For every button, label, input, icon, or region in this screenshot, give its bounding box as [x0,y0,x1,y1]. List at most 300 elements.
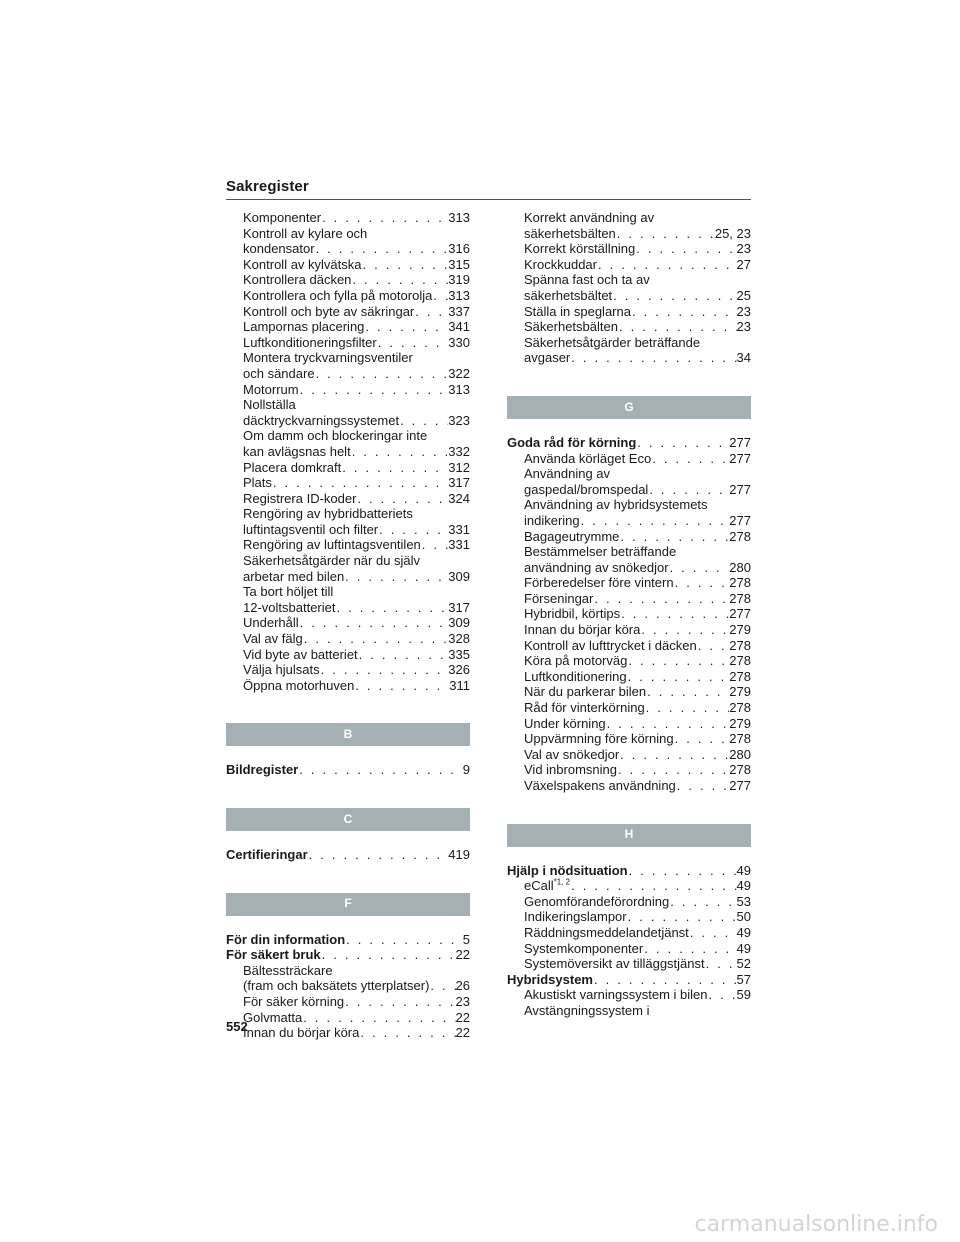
index-subentry [507,684,751,700]
leader-dots [298,762,463,778]
entry-page-ref[interactable]: 311 [449,677,470,693]
entry-label-text: Korrekt körställning [524,241,636,257]
entry-label-text: Kontroll och byte av säkringar [243,303,415,319]
entry-label-text: Korrekt användning av [524,210,655,225]
entry-label-text: Säkerhetsåtgärder beträffande [524,334,701,350]
entry-page-ref[interactable]: 315 [448,256,470,272]
index-subentry [226,350,470,366]
entry-label-text: Rengöring av luftintagsventilen [243,537,421,553]
leader-dots [597,257,737,273]
leader-dots [321,210,448,226]
index-subentry [226,994,470,1010]
entry-page-ref[interactable]: 57 [736,971,751,987]
entry-label [524,304,631,320]
entry-label [243,382,299,398]
index-subentry [507,731,751,747]
leader-dots [635,241,736,257]
entry-label [524,941,643,957]
entry-label [524,591,593,607]
index-subentry [507,669,751,685]
entry-label [226,762,298,778]
entry-page-ref[interactable]: 277 [729,778,751,793]
index-subentry [226,288,470,304]
entry-label [524,700,645,716]
entry-footnote-marker: *1, 2 [553,877,571,887]
entry-label-text: Indikeringslampor [524,909,627,925]
entry-page-ref[interactable]: 277 [729,606,751,622]
entry-label [524,560,669,576]
entry-page-ref[interactable]: 277 [729,434,751,450]
page-title: Sakregister [226,178,309,195]
entry-label [524,731,674,747]
entry-page-ref[interactable]: 22 [455,947,470,963]
leader-dots [362,257,449,273]
entry-page-ref[interactable]: 22 [455,1009,470,1025]
index-subentry [507,894,751,910]
index-subentry [226,1010,470,1026]
index-subentry [226,241,470,257]
entry-label [524,226,616,242]
entry-label [243,1025,359,1041]
entry-label [243,522,378,538]
entry-label-text: avgaser [524,350,571,366]
entry-label [524,350,570,366]
index-subentry [507,513,751,529]
entry-label-text: däcktryckvarningssystemet [243,412,400,428]
index-subentry [507,529,751,545]
entry-label [226,847,308,863]
entry-label-text: Systemöversikt av tilläggstjänst [524,956,705,972]
index-subentry [507,482,751,498]
index-subentry [507,304,751,320]
entry-page-ref[interactable]: 23 [736,319,751,335]
index-entry [226,947,470,963]
index-subentry [507,778,751,794]
index-subentry [226,397,470,413]
entry-label-text: Luftkonditioneringsfilter [243,334,377,350]
entry-label-text: Innan du börjar köra [243,1025,360,1041]
entry-label [243,631,303,647]
leader-dots [351,444,449,460]
entry-page-ref[interactable]: 341 [448,319,470,335]
leader-dots [299,615,449,631]
index-subentry [226,1025,470,1041]
watermark-text: carmanualsonline.info [694,1212,938,1237]
section-gap [226,831,470,847]
leader-dots [315,366,449,382]
entry-page-ref[interactable]: 324 [448,490,470,506]
leader-dots [669,894,736,910]
leader-dots [364,319,448,335]
entry-page-ref[interactable]: 278 [729,637,751,653]
entry-label [524,257,597,273]
entry-page-ref[interactable]: 278 [729,575,751,591]
entry-page-ref[interactable]: 277 [729,450,751,466]
entry-label [243,994,344,1010]
index-entry [507,863,751,879]
entry-page-ref[interactable]: 331 [448,537,470,553]
index-subentry [226,662,470,678]
entry-label [524,272,650,288]
section-letter-band: C [226,808,470,831]
entry-label [243,491,356,507]
index-subentry [507,716,751,732]
index-subentry [226,678,470,694]
leader-dots [358,647,449,663]
entry-page-ref[interactable]: 316 [448,241,470,257]
entry-label [243,304,414,320]
leader-dots [646,684,729,700]
entry-label [243,350,413,366]
entry-label [243,978,429,994]
leader-dots [344,569,448,585]
leader-dots [351,272,448,288]
index-subentry [226,963,470,979]
index-subentry [507,451,751,467]
index-subentry [507,747,751,763]
entry-page-ref[interactable]: 279 [729,684,751,700]
entry-label-text: Hjälp i nödsituation [507,862,628,878]
entry-label-text: Hybridbil, körtips [524,606,621,622]
entry-label [524,335,700,351]
entry-label [524,497,708,513]
entry-page-ref[interactable]: 5 [462,931,470,947]
entry-label [243,272,351,288]
index-subentry [507,350,751,366]
section-gap [507,794,751,824]
entry-label [243,288,432,304]
entry-label-text: Luftkonditionering [524,668,627,684]
leader-dots [619,529,729,545]
leader-dots [321,947,456,963]
entry-label-text: Säkerhetsbälten [524,319,618,335]
index-subentry [507,335,751,351]
leader-dots [674,575,730,591]
index-subentry [507,653,751,669]
leader-dots [356,491,448,507]
index-subentry [226,257,470,273]
entry-page-ref[interactable]: 27 [736,256,751,272]
entry-label-text: och sändare [243,365,315,381]
leader-dots [580,513,730,529]
entry-page-ref[interactable]: 328 [448,631,470,647]
entry-label [524,987,708,1003]
leader-dots [689,925,737,941]
entry-page-ref[interactable]: 277 [729,512,751,528]
section-letter-band: B [226,723,470,746]
entry-label [524,878,570,894]
entry-label-text: Komponenter [243,210,322,225]
entry-page-ref[interactable]: 25 [736,287,751,303]
index-subentry [226,382,470,398]
index-entry [226,847,470,863]
leader-dots [616,226,715,242]
entry-label-text: Kontrollera och fylla på motorolja [243,287,433,303]
entry-label [243,241,315,257]
entry-label [524,241,635,257]
leader-dots [399,413,448,429]
leader-dots [414,304,448,320]
entry-page-ref[interactable]: 22 [455,1025,470,1041]
index-subentry [226,475,470,491]
index-subentry [507,1003,751,1019]
leader-dots [606,716,730,732]
entry-label-text: Val av snökedjor [524,746,620,762]
entry-page-ref[interactable]: 309 [448,615,470,631]
entry-label-text: Säkerhetsåtgärder när du själv [243,553,421,569]
entry-label [524,762,617,778]
entry-label-text: Placera domkraft [243,459,342,475]
entry-label [507,863,628,879]
entry-page-ref[interactable]: 52 [736,956,751,972]
index-subentry [507,272,751,288]
entry-page-ref[interactable]: 49 [736,878,751,894]
entry-label [524,778,676,794]
entry-label-text: säkerhetsbälten [524,225,616,241]
section-letter-band: F [226,893,470,916]
entry-label-text: Rengöring av hybridbatteriets [243,506,413,522]
entry-label [524,1003,650,1019]
index-subentry [507,544,751,560]
entry-label [243,553,420,569]
leader-dots [643,941,736,957]
entry-label-text: Användning av hybridsystemets [524,497,708,513]
index-subentry [507,210,751,226]
entry-page-ref[interactable]: 313 [448,287,470,303]
entry-label [243,460,341,476]
entry-label [507,435,636,451]
leader-dots [429,978,455,994]
entry-page-ref[interactable]: 319 [448,272,470,288]
entry-page-ref[interactable]: 280 [729,746,751,762]
entry-page-ref[interactable]: 323 [448,412,470,428]
entry-page-ref[interactable]: 331 [448,521,470,537]
leader-dots [648,482,729,498]
leader-dots [320,662,449,678]
entry-label [524,466,610,482]
entry-label [243,428,427,444]
index-subentry [507,257,751,273]
entry-page-ref[interactable]: 317 [448,599,470,615]
leader-dots [421,537,449,553]
index-subentry [226,366,470,382]
entry-label-text: Råd för vinterkörning [524,700,645,716]
entry-page-ref[interactable]: 278 [729,700,751,716]
entry-page-ref[interactable]: 278 [729,653,751,669]
index-entry [226,932,470,948]
section-letter-band: G [507,396,751,419]
entry-page-ref[interactable]: 34 [736,350,751,366]
entry-label-text: Nollställa [243,397,296,413]
leader-dots [627,909,737,925]
leader-dots [570,878,736,894]
entry-page-ref[interactable]: 278 [729,731,751,747]
entry-page-ref[interactable]: 59 [736,987,751,1003]
index-subentry [507,241,751,257]
index-subentry [226,413,470,429]
entry-page-ref[interactable]: 23 [736,303,751,319]
leader-dots [359,1025,455,1041]
entry-label [524,606,620,622]
index-subentry [226,522,470,538]
leader-dots [612,288,736,304]
index-subentry [507,226,751,242]
leader-dots [651,451,729,467]
entry-page-ref[interactable]: 277 [729,481,751,497]
entry-label-text: Val av fälg [243,631,303,647]
entry-label-text: När du parkerar bilen [524,684,647,700]
entry-label [524,894,669,910]
leader-dots [302,1010,455,1026]
page-number: 552 [226,1019,248,1034]
entry-label-text: Ställa in speglarna [524,303,631,319]
entry-label-text: Vid byte av batteriet [243,646,358,662]
entry-label [243,444,351,460]
entry-page-ref[interactable]: 9 [462,762,470,778]
index-subentry [226,335,470,351]
entry-page-ref[interactable]: 332 [448,443,470,459]
entry-page-ref[interactable]: 330 [448,334,470,350]
entry-label [524,482,648,498]
entry-label [243,615,299,631]
entry-label-text: säkerhetsbältet [524,287,613,303]
entry-page-ref[interactable]: 313 [448,381,470,397]
entry-page-ref[interactable]: 278 [729,590,751,606]
leader-dots [619,747,729,763]
index-subentry [507,909,751,925]
entry-page-ref[interactable]: 23 [736,241,751,257]
entry-label [243,584,333,600]
section-gap [507,366,751,396]
entry-label [524,747,619,763]
entry-page-ref[interactable]: 313 [448,210,470,225]
leader-dots [627,653,729,669]
entry-page-ref[interactable]: 280 [729,559,751,575]
entry-label-text: Montera tryckvarningsventiler [243,350,413,366]
index-subentry [507,466,751,482]
index-subentry [226,319,470,335]
entry-page-ref[interactable]: 23 [455,993,470,1009]
index-subentry [226,631,470,647]
entry-page-ref[interactable]: 49 [736,862,751,878]
entry-page-ref[interactable]: 278 [729,668,751,684]
entry-label-text: Spänna fast och ta av [524,272,650,288]
entry-label-text: Använda körläget Eco [524,450,652,466]
leader-dots [299,382,449,398]
entry-label-text: Bildregister [226,762,299,778]
entry-label-text: indikering [524,512,580,528]
entry-label-text: Välja hjulsats [243,662,320,678]
section-letter-band: H [507,824,751,847]
index-subentry [226,304,470,320]
index-subentry [507,878,751,894]
leader-dots [593,591,729,607]
entry-label [243,569,344,585]
leader-dots [308,847,449,863]
leader-dots [570,350,736,366]
index-subentry [507,638,751,654]
entry-page-ref[interactable]: 335 [448,646,470,662]
entry-page-ref[interactable]: 317 [448,475,470,491]
entry-label-text: Bestämmelser beträffande [524,544,677,560]
entry-label [524,575,674,591]
entry-page-ref[interactable]: 309 [448,568,470,584]
entry-label [524,513,580,529]
entry-label [524,288,612,304]
entry-label-text: För din information [226,931,346,947]
index-subentry [226,600,470,616]
entry-page-ref[interactable]: 279 [729,715,751,731]
entry-page-ref[interactable]: 25, 23 [714,225,751,241]
entry-label-text: Krockkuddar [524,256,597,272]
entry-label-text: Kontrollera däcken [243,272,352,288]
entry-page-ref[interactable]: 322 [448,365,470,381]
entry-label [226,947,321,963]
entry-label [226,932,345,948]
leader-dots [272,475,448,491]
entry-label-text: Räddningsmeddelandetjänst [524,924,689,940]
entry-label [524,544,676,560]
entry-page-ref[interactable]: 312 [448,459,470,475]
entry-page-ref[interactable]: 337 [448,303,470,319]
leader-dots [344,994,455,1010]
index-subentry [507,591,751,607]
leader-dots [345,932,463,948]
entry-label [524,653,627,669]
entry-page-ref[interactable]: 49 [736,924,751,940]
entry-page-ref[interactable]: 279 [729,622,751,638]
entry-page-ref[interactable]: 419 [448,847,470,862]
entry-page-ref[interactable]: 50 [736,909,751,925]
entry-label-text: luftintagsventil och filter [243,521,379,537]
entry-label [243,647,358,663]
entry-label-text: Under körning [524,715,606,731]
entry-label-text: Systemkomponenter [524,940,644,956]
entry-label [507,972,593,988]
entry-label-text: Köra på motorväg [524,653,628,669]
leader-dots [631,304,737,320]
index-column-left [226,210,470,1041]
entry-page-ref[interactable]: 326 [448,662,470,678]
entry-label-text: Innan du börjar köra [524,622,641,638]
leader-dots [674,731,730,747]
entry-label-text: Underhåll [243,615,299,631]
entry-label [243,506,413,522]
leader-dots [620,606,729,622]
index-column-right [507,210,751,1019]
index-subentry [226,444,470,460]
entry-page-ref[interactable]: 278 [729,762,751,778]
entry-page-ref[interactable]: 278 [729,528,751,544]
index-subentry [507,622,751,638]
entry-label [243,600,336,616]
entry-label-text: Akustiskt varningssystem i bilen [524,987,708,1003]
leader-dots [676,778,730,794]
entry-label-text: Lampornas placering [243,319,365,335]
leader-dots [377,335,449,351]
leader-dots [617,762,729,778]
entry-page-ref[interactable]: 53 [736,893,751,909]
leader-dots [628,863,737,879]
entry-label [243,537,421,553]
entry-label-text: Kontroll av lufttrycket i däcken [524,637,697,653]
entry-label-text: Golvmatta [243,1009,303,1025]
entry-label [524,716,606,732]
index-subentry [226,210,470,226]
entry-page-ref[interactable]: 26 [455,978,470,994]
entry-page-ref[interactable]: 49 [736,940,751,956]
leader-dots [354,678,449,694]
